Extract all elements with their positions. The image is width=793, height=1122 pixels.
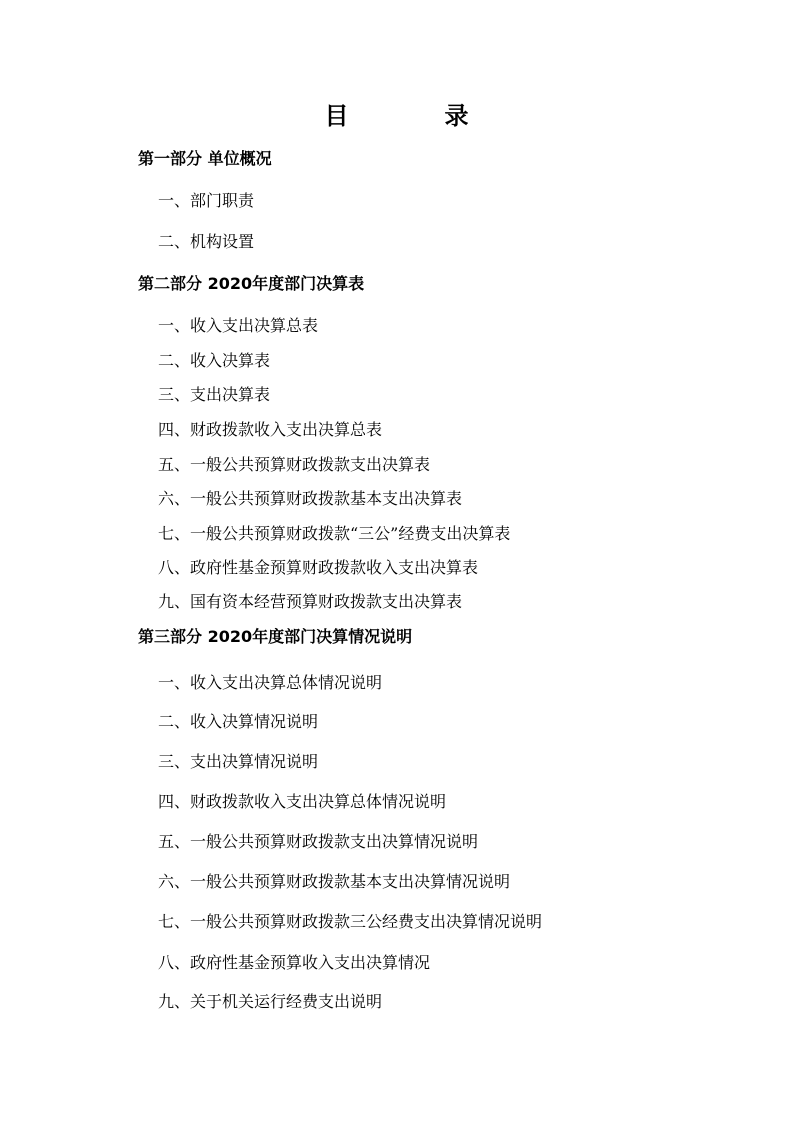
toc-item: 一、收入支出决算总表 bbox=[158, 316, 319, 335]
toc-item: 二、收入决算表 bbox=[158, 351, 271, 370]
toc-item: 八、政府性基金预算收入支出决算情况 bbox=[158, 953, 431, 972]
toc-item: 四、财政拨款收入支出决算总体情况说明 bbox=[158, 792, 447, 811]
toc-item: 五、一般公共预算财政拨款支出决算情况说明 bbox=[158, 832, 479, 851]
toc-item: 一、部门职责 bbox=[158, 191, 255, 210]
toc-item: 五、一般公共预算财政拨款支出决算表 bbox=[158, 455, 431, 474]
toc-title: 目 录 bbox=[324, 102, 505, 130]
toc-item: 三、支出决算表 bbox=[158, 385, 271, 404]
section-heading-3: 第三部分 2020年度部门决算情况说明 bbox=[138, 627, 413, 646]
toc-item: 七、一般公共预算财政拨款三公经费支出决算情况说明 bbox=[158, 912, 543, 931]
toc-item: 七、一般公共预算财政拨款“三公”经费支出决算表 bbox=[158, 524, 511, 543]
toc-item: 八、政府性基金预算财政拨款收入支出决算表 bbox=[158, 558, 479, 577]
toc-item: 九、关于机关运行经费支出说明 bbox=[158, 992, 383, 1011]
toc-item: 六、一般公共预算财政拨款基本支出决算表 bbox=[158, 489, 463, 508]
section-heading-2: 第二部分 2020年度部门决算表 bbox=[138, 274, 365, 293]
toc-item: 二、收入决算情况说明 bbox=[158, 712, 319, 731]
toc-item: 六、一般公共预算财政拨款基本支出决算情况说明 bbox=[158, 872, 511, 891]
toc-item: 一、收入支出决算总体情况说明 bbox=[158, 673, 383, 692]
toc-item: 九、国有资本经营预算财政拨款支出决算表 bbox=[158, 592, 463, 611]
section-heading-1: 第一部分 单位概况 bbox=[138, 149, 272, 168]
toc-item: 四、财政拨款收入支出决算总表 bbox=[158, 420, 383, 439]
toc-item: 三、支出决算情况说明 bbox=[158, 752, 319, 771]
toc-item: 二、机构设置 bbox=[158, 232, 255, 251]
